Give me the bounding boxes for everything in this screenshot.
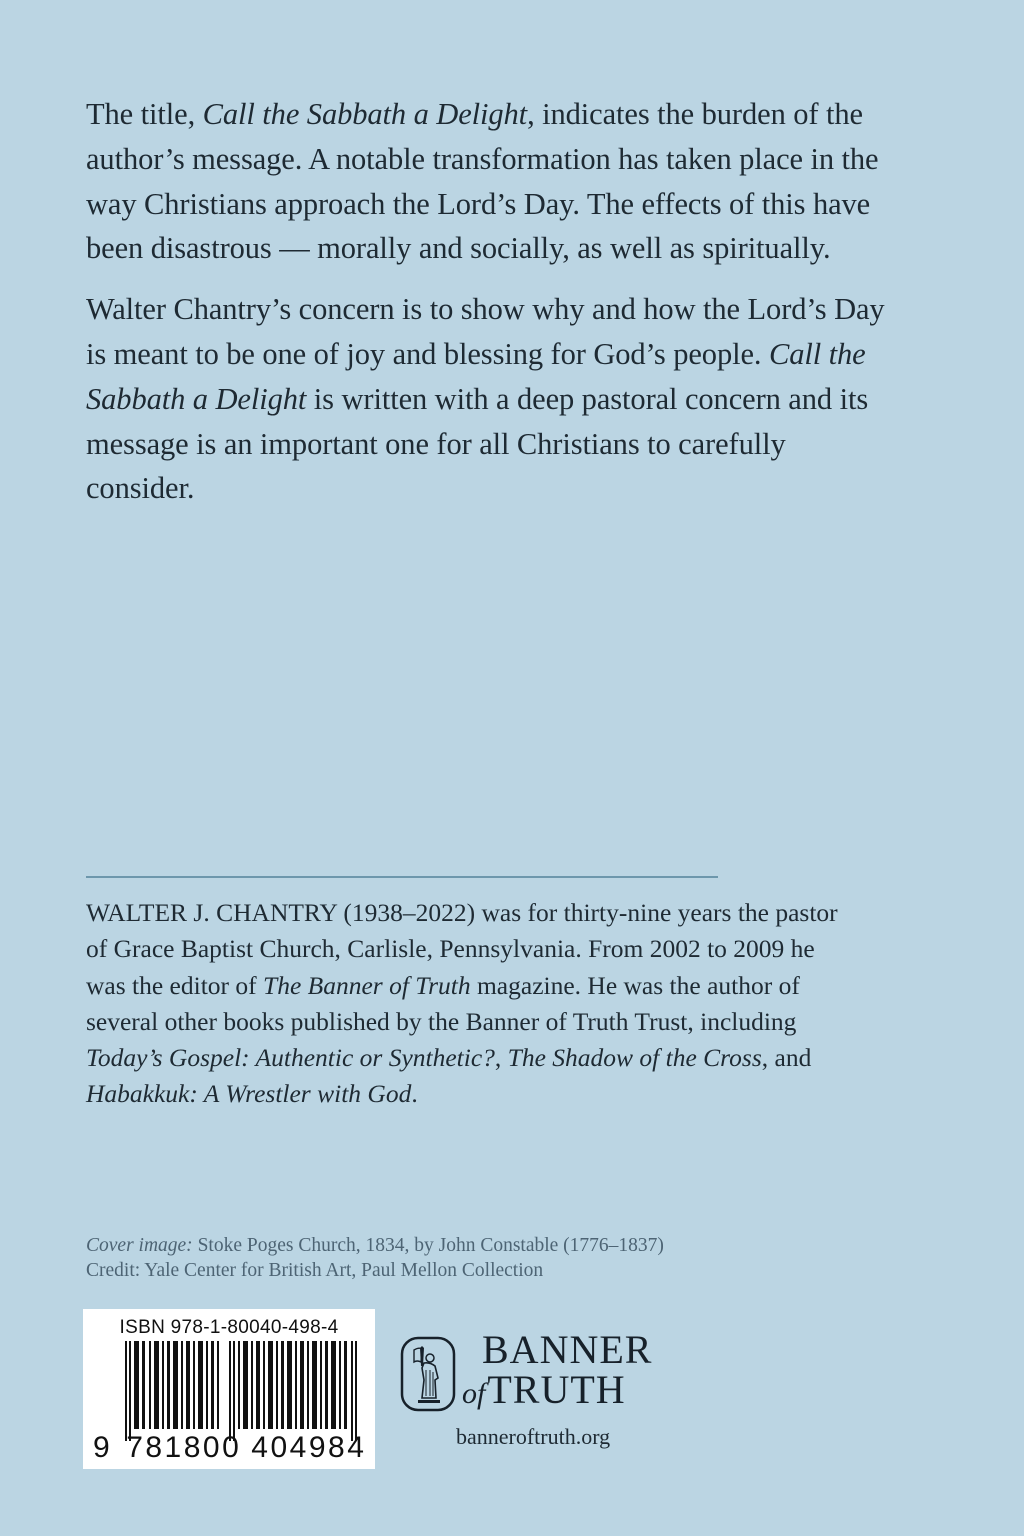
- publisher-name: BANNER ofTRUTH: [462, 1327, 653, 1412]
- isbn-barcode: [83, 1309, 375, 1469]
- collection-credit: Credit: Yale Center for British Art, Paul Mellon Collection: [86, 1260, 544, 1281]
- publisher-website-link[interactable]: banneroftruth.org: [456, 1424, 611, 1449]
- book-title-italic: Call the Sabbath a Delight: [86, 336, 866, 416]
- book-blurb: [86, 92, 886, 527]
- barcode-bars-icon: [125, 1341, 361, 1441]
- blurb-paragraph-2: Walter Chantry’s concern is to show why and how the Lord’s Day is meant to be one of joy and blessing for God’s people. Call the Sabbath a Delight is written with a deep pastoral concern and its message is an important one for all Christians to carefully consider.: [86, 292, 885, 506]
- blurb-paragraph-1: The title, Call the Sabbath a Delight, indicates the burden of the author’s message. A notable transformation has taken place in the way Christians approach the Lord’s Day. The effects of this have been disastrous — morally and socially, as well as spiritually.: [86, 97, 879, 266]
- section-divider: [86, 876, 718, 878]
- book-title-italic: Call the Sabbath a Delight: [202, 97, 528, 131]
- cover-image-credit: Cover image: Stoke Poges Church, 1834, by John Constable (1776–1837): [86, 1235, 664, 1256]
- author-bio: WALTER J. CHANTRY (1938–2022) was for thirty-nine years the pastor of Grace Baptist Church, Carlisle, Pennsylvania. From 2002 to 2009 he was the editor of The Banner of Truth magazine. He was the author of several other books published by the Banner of Truth Trust, including Today’s Gospel: Authentic or Synthetic?, The Shadow of the Cross, and Habakkuk: A Wrestler with God.: [86, 898, 838, 1109]
- image-credits: [86, 1233, 786, 1283]
- standard-bearer-emblem-icon: [400, 1336, 456, 1412]
- publisher-logo: [400, 1327, 680, 1460]
- isbn-label: ISBN 978-1-80040-498-4: [119, 1317, 339, 1338]
- barcode-digits: 9 781800 404984: [93, 1431, 367, 1464]
